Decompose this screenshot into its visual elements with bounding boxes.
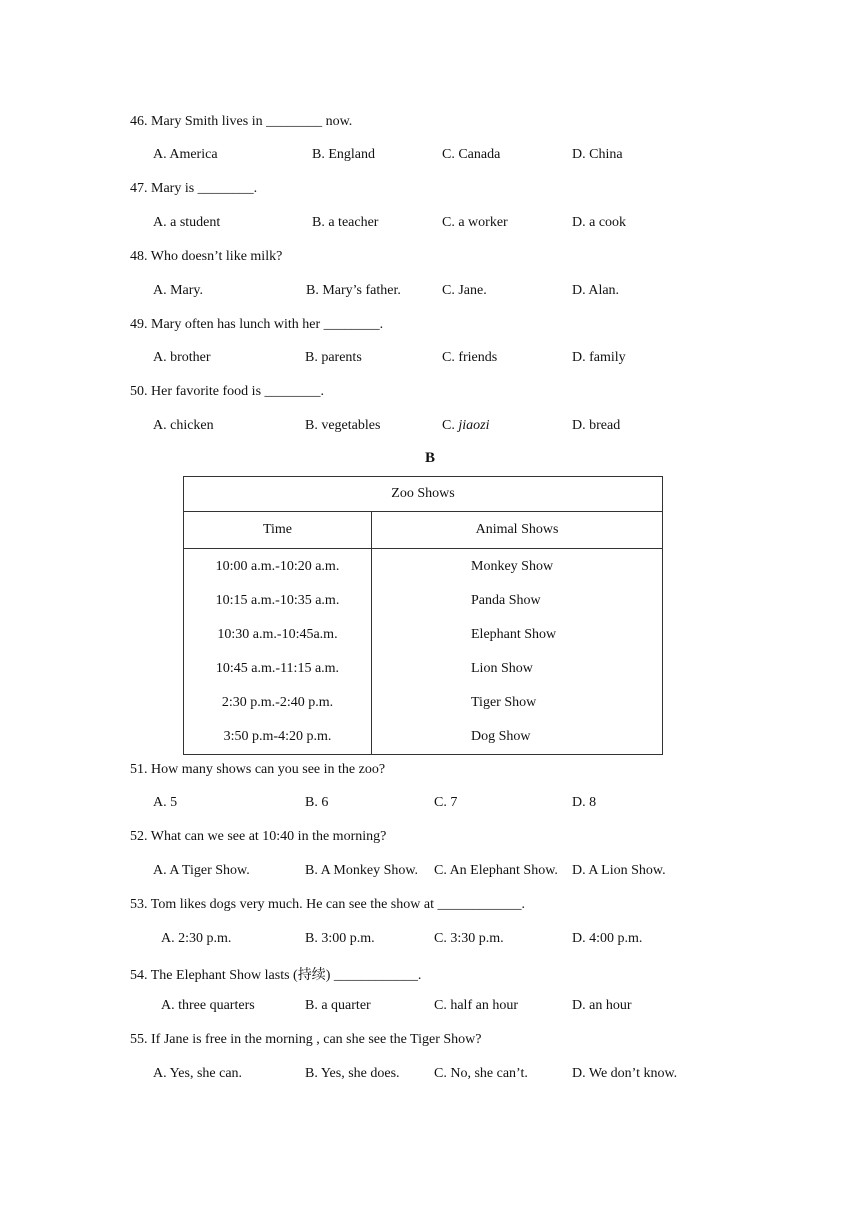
question-55: 55. If Jane is free in the morning , can she see the Tiger Show? xyxy=(130,1032,482,1047)
option-47-b: B. a teacher xyxy=(312,215,379,230)
zoo-table-title: Zoo Shows xyxy=(184,477,663,512)
time-column-header: Time xyxy=(184,512,372,549)
shows-column xyxy=(372,549,663,755)
option-53-b: B. 3:00 p.m. xyxy=(305,931,375,946)
option-51-b: B. 6 xyxy=(305,795,329,810)
time-cell: 10:00 a.m.-10:20 a.m. xyxy=(215,559,340,574)
option-49-a: A. brother xyxy=(153,350,211,365)
option-52-d: D. A Lion Show. xyxy=(572,863,666,878)
option-52-c: C. An Elephant Show. xyxy=(434,863,558,878)
question-48: 48. Who doesn’t like milk? xyxy=(130,249,283,264)
option-51-c: C. 7 xyxy=(434,795,458,810)
option-50-d: D. bread xyxy=(572,418,621,433)
option-48-b: B. Mary’s father. xyxy=(306,283,401,298)
option-54-b: B. a quarter xyxy=(305,998,371,1013)
show-cell: Dog Show xyxy=(471,729,531,744)
question-53-end: . xyxy=(521,897,525,912)
question-53-text: 53. Tom likes dogs very much. He can see the show at xyxy=(130,897,438,912)
option-50-a: A. chicken xyxy=(153,418,214,433)
option-49-c: C. friends xyxy=(442,350,498,365)
time-cell: 10:15 a.m.-10:35 a.m. xyxy=(215,593,340,608)
option-55-b: B. Yes, she does. xyxy=(305,1066,400,1081)
time-column xyxy=(184,549,372,755)
show-cell: Monkey Show xyxy=(471,559,554,574)
option-49-b: B. parents xyxy=(305,350,362,365)
option-55-a: A. Yes, she can. xyxy=(153,1066,243,1081)
option-46-c: C. Canada xyxy=(442,147,501,162)
option-53-c: C. 3:30 p.m. xyxy=(434,931,504,946)
time-cell: 2:30 p.m.-2:40 p.m. xyxy=(221,695,334,710)
option-54-a: A. three quarters xyxy=(161,998,255,1013)
option-50-c xyxy=(442,418,489,434)
option-53-d: D. 4:00 p.m. xyxy=(572,931,643,946)
zoo-shows-table xyxy=(183,476,663,755)
option-letter: C. xyxy=(442,418,459,433)
question-49: 49. Mary often has lunch with her ________. xyxy=(130,317,384,332)
option-53-a: A. 2:30 p.m. xyxy=(161,931,232,946)
option-48-d: D. Alan. xyxy=(572,283,620,298)
option-55-c: C. No, she can’t. xyxy=(434,1066,528,1081)
show-cell: Panda Show xyxy=(471,593,541,608)
option-47-a: A. a student xyxy=(153,215,221,230)
option-55-d: D. We don’t know. xyxy=(572,1066,678,1081)
option-49-d: D. family xyxy=(572,350,626,365)
shows-column-header: Animal Shows xyxy=(372,512,663,549)
option-46-b: B. England xyxy=(312,147,375,162)
option-46-d: D. China xyxy=(572,147,623,162)
time-cell: 10:45 a.m.-11:15 a.m. xyxy=(215,661,340,676)
option-46-a: A. America xyxy=(153,147,218,162)
question-51: 51. How many shows can you see in the zoo? xyxy=(130,762,386,777)
option-text-italic: jiaozi xyxy=(458,418,490,433)
time-cell: 10:30 a.m.-10:45a.m. xyxy=(217,627,338,642)
option-52-a: A. A Tiger Show. xyxy=(153,863,250,878)
section-b-heading: B xyxy=(424,450,435,466)
option-48-c: C. Jane. xyxy=(442,283,487,298)
option-47-d: D. a cook xyxy=(572,215,627,230)
question-47: 47. Mary is ________. xyxy=(130,181,258,196)
option-54-c: C. half an hour xyxy=(434,998,518,1013)
option-47-c: C. a worker xyxy=(442,215,508,230)
option-51-a: A. 5 xyxy=(153,795,178,810)
option-50-b: B. vegetables xyxy=(305,418,381,433)
question-52: 52. What can we see at 10:40 in the morning? xyxy=(130,829,387,844)
option-52-b: B. A Monkey Show. xyxy=(305,863,419,878)
option-54-d: D. an hour xyxy=(572,998,632,1013)
question-53 xyxy=(130,897,525,913)
question-54 xyxy=(130,964,421,984)
show-cell: Tiger Show xyxy=(471,695,537,710)
option-48-a: A. Mary. xyxy=(153,283,204,298)
question-54-end: . xyxy=(417,968,422,983)
answer-blank: ____________ xyxy=(437,897,522,912)
question-46: 46. Mary Smith lives in ________ now. xyxy=(130,114,353,129)
question-50: 50. Her favorite food is ________. xyxy=(130,384,325,399)
option-51-d: D. 8 xyxy=(572,795,597,810)
time-cell: 3:50 p.m-4:20 p.m. xyxy=(223,729,332,744)
answer-blank: ____________ xyxy=(333,968,418,983)
show-cell: Lion Show xyxy=(471,661,533,676)
question-54-text: 54. The Elephant Show lasts (持续) xyxy=(130,968,334,983)
show-cell: Elephant Show xyxy=(471,627,557,642)
